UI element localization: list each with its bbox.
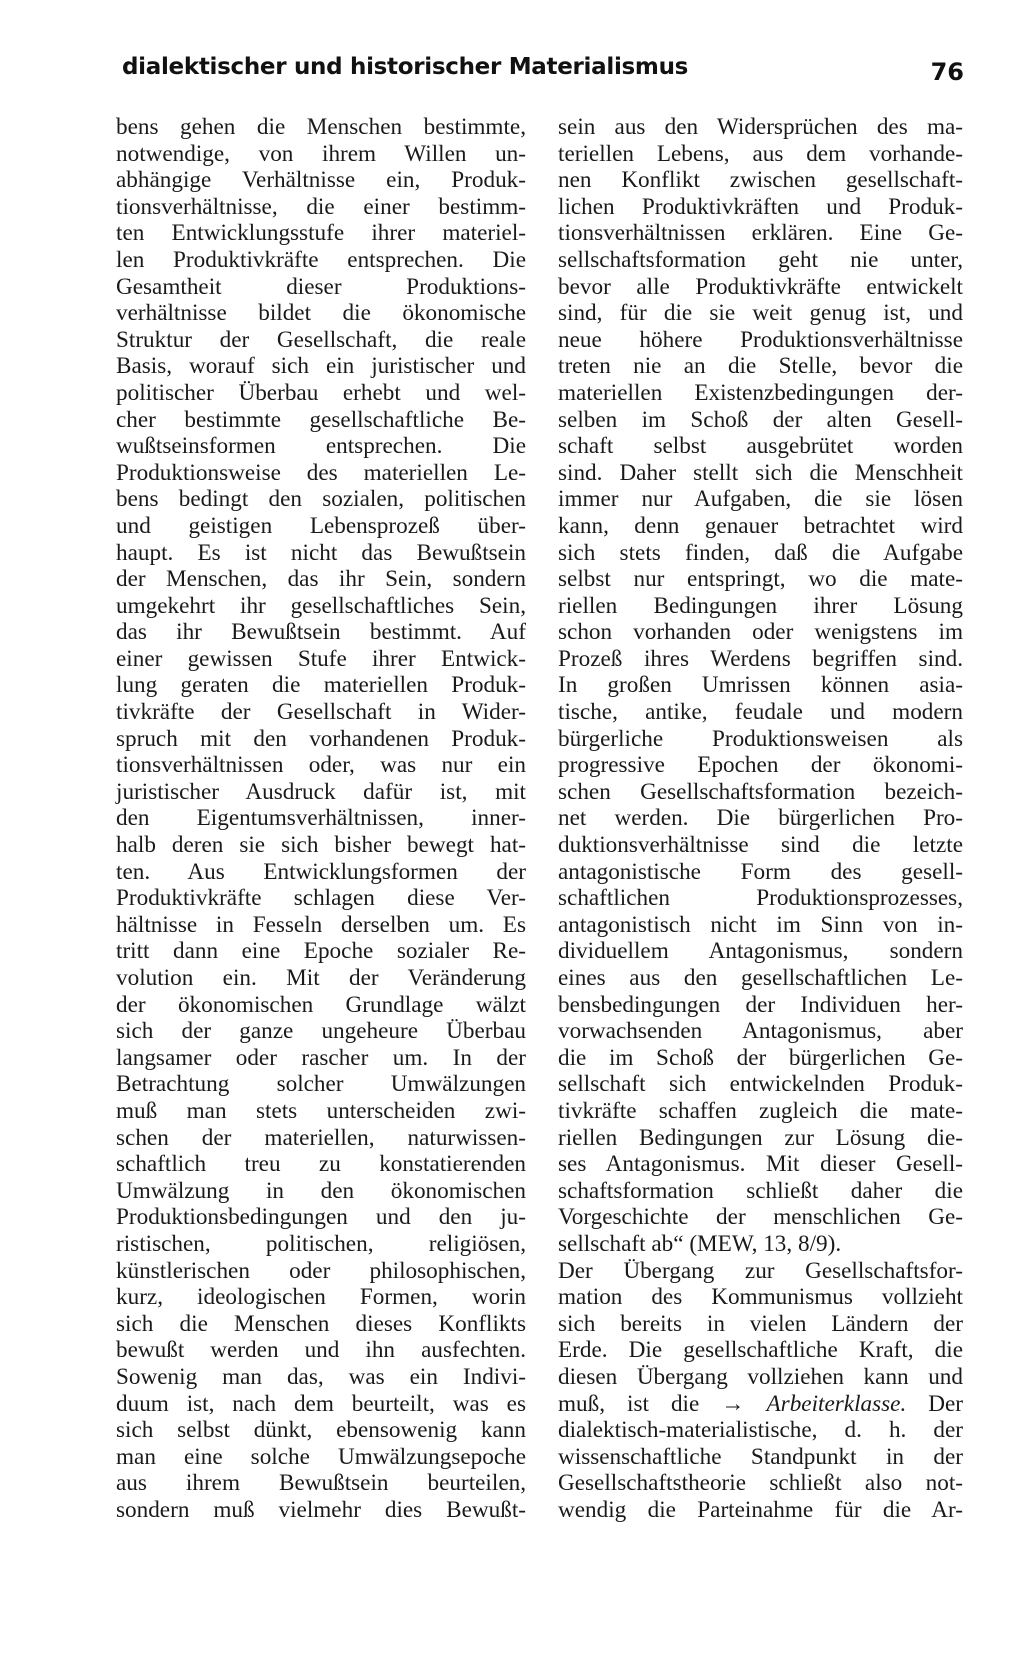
text-line: politischer Überbau erhebt und wel- <box>116 379 526 406</box>
text-line: sellschaftsformation geht nie unter, <box>558 246 963 273</box>
text-line: der ökonomischen Grundlage wälzt <box>116 991 526 1018</box>
text-line: tionsverhältnissen oder, was nur ein <box>116 752 526 779</box>
text-line: kann, denn genauer betrachtet wird <box>558 512 963 539</box>
text-line: eines aus den gesellschaftlichen Le- <box>558 965 963 991</box>
text-line: künstlerischen oder philosophischen, <box>116 1257 526 1284</box>
text-line: antagonistisch nicht im Sinn von in- <box>558 911 963 938</box>
text-line: tionsverhältnissen erklären. Eine Ge- <box>558 220 963 247</box>
text-line: riellen Bedingungen ihrer Lösung <box>558 592 963 619</box>
text-line: verhältnisse bildet die ökonomische <box>116 300 526 327</box>
text-line: sind, für die sie weit genug ist, und <box>558 300 963 327</box>
text-line: dividuellem Antagonismus, sondern <box>558 938 963 965</box>
text-line: Prozeß ihres Werdens begriffen sind. <box>558 645 963 672</box>
text-line: bens gehen die Menschen bestimmte, <box>116 114 526 140</box>
text-line: Der Übergang zur Gesellschaftsfor- <box>558 1257 963 1284</box>
arrow-icon: → <box>721 1390 745 1417</box>
text-line: net werden. Die bürgerlichen Pro- <box>558 805 963 832</box>
text-segment: Der <box>928 1390 964 1417</box>
text-line: und geistigen Lebensprozeß über- <box>116 512 526 539</box>
text-line: notwendige, von ihrem Willen un- <box>116 140 526 167</box>
right-column <box>558 114 963 1523</box>
text-line: Produktivkräfte schlagen diese Ver- <box>116 885 526 912</box>
text-line: ten Entwicklungsstufe ihrer materiel- <box>116 220 526 247</box>
text-line: tische, antike, feudale und modern <box>558 699 963 726</box>
text-line: der Menschen, das ihr Sein, sondern <box>116 566 526 593</box>
text-line: diesen Übergang vollziehen kann und <box>558 1363 963 1390</box>
text-line: bürgerliche Produktionsweisen als <box>558 725 963 752</box>
text-line: hältnisse in Fesseln derselben um. Es <box>116 911 526 938</box>
text-line: wissenschaftliche Standpunkt in der <box>558 1443 963 1470</box>
text-line: schon vorhanden oder wenigstens im <box>558 619 963 646</box>
text-line: kurz, ideologischen Formen, worin <box>116 1284 526 1311</box>
text-line: lung geraten die materiellen Produk- <box>116 672 526 699</box>
text-line: schaftlichen Produktionsprozesses, <box>558 885 963 912</box>
text-line: muß man stets unterscheiden zwi- <box>116 1097 526 1124</box>
text-line: Produktionsweise des materiellen Le- <box>116 459 526 486</box>
text-line: wendig die Parteinahme für die Ar- <box>558 1496 963 1523</box>
text-line: sondern muß vielmehr dies Bewußt- <box>116 1496 526 1523</box>
text-line: sich bereits in vielen Ländern der <box>558 1310 963 1337</box>
text-line: schaftsformation schließt daher die <box>558 1177 963 1204</box>
text-line: tionsverhältnisse, die einer bestimm- <box>116 193 526 220</box>
text-line: neue höhere Produktionsverhältnisse <box>558 326 963 353</box>
text-line: aus ihrem Bewußtsein beurteilen, <box>116 1470 526 1497</box>
running-head: dialektischer und historischer Materialismus <box>122 54 689 80</box>
text-line: sellschaft sich entwickelnden Produk- <box>558 1071 963 1098</box>
text-line: len Produktivkräfte entsprechen. Die <box>116 246 526 273</box>
text-line: tritt dann eine Epoche sozialer Re- <box>116 938 526 965</box>
text-line: ten. Aus Entwicklungsformen der <box>116 858 526 885</box>
text-line: die im Schoß der bürgerlichen Ge- <box>558 1044 963 1071</box>
text-line: schen Gesellschaftsformation bezeich- <box>558 778 963 805</box>
text-line: sich die Menschen dieses Konflikts <box>116 1310 526 1337</box>
text-line: cher bestimmte gesellschaftliche Be- <box>116 406 526 433</box>
text-line: tivkräfte schaffen zugleich die mate- <box>558 1097 963 1124</box>
text-line: tivkräfte der Gesellschaft in Wider- <box>116 699 526 726</box>
text-line: Vorgeschichte der menschlichen Ge- <box>558 1204 963 1231</box>
text-line: ses Antagonismus. Mit dieser Gesell- <box>558 1151 963 1178</box>
text-line: mation des Kommunismus vollzieht <box>558 1284 963 1311</box>
text-line: schaftlich treu zu konstatierenden <box>116 1151 526 1178</box>
text-line: sellschaft ab“ (MEW, 13, 8/9). <box>558 1230 842 1257</box>
text-line: antagonistische Form des gesell- <box>558 858 963 885</box>
text-line: dialektisch-materialistische, d. h. der <box>558 1417 963 1444</box>
text-line: lichen Produktivkräften und Produk- <box>558 193 963 220</box>
text-line: sich selbst dünkt, ebensowenig kann <box>116 1417 526 1444</box>
text-line: duktionsverhältnisse sind die letzte <box>558 832 963 859</box>
text-line: das ihr Bewußtsein bestimmt. Auf <box>116 619 526 646</box>
text-line: materiellen Existenzbedingungen der- <box>558 379 963 406</box>
text-line: sind. Daher stellt sich die Menschheit <box>558 459 963 486</box>
text-line: ristischen, politischen, religiösen, <box>116 1230 526 1257</box>
text-line: Gesamtheit dieser Produktions- <box>116 273 526 300</box>
text-line: riellen Bedingungen zur Lösung die- <box>558 1124 963 1151</box>
text-line: treten nie an die Stelle, bevor die <box>558 353 963 380</box>
text-line: langsamer oder rascher um. In der <box>116 1044 526 1071</box>
text-line: Gesellschaftstheorie schließt also not- <box>558 1470 963 1497</box>
text-line: progressive Epochen der ökonomi- <box>558 752 963 779</box>
text-line: selbst nur entspringt, wo die mate- <box>558 566 963 593</box>
text-line: vorwachsenden Antagonismus, aber <box>558 1018 963 1045</box>
text-line: Betrachtung solcher Umwälzungen <box>116 1071 526 1098</box>
text-line: selben im Schoß der alten Gesell- <box>558 406 963 433</box>
text-line: halb deren sie sich bisher bewegt hat- <box>116 832 526 859</box>
text-line: In großen Umrissen können asia- <box>558 672 963 699</box>
text-line: umgekehrt ihr gesellschaftliches Sein, <box>116 592 526 619</box>
text-line: duum ist, nach dem beurteilt, was es <box>116 1390 526 1417</box>
text-line: Basis, worauf sich ein juristischer und <box>116 353 526 380</box>
text-line: Sowenig man das, was ein Indivi- <box>116 1363 526 1390</box>
page-number: 76 <box>930 58 964 86</box>
text-line: Erde. Die gesellschaftliche Kraft, die <box>558 1337 963 1364</box>
text-line: haupt. Es ist nicht das Bewußtsein <box>116 539 526 566</box>
text-line: Umwälzung in den ökonomischen <box>116 1177 526 1204</box>
text-line: bensbedingungen der Individuen her- <box>558 991 963 1018</box>
text-line <box>558 1391 963 1418</box>
text-line: schen der materiellen, naturwissen- <box>116 1124 526 1151</box>
text-line: bevor alle Produktivkräfte entwickelt <box>558 273 963 300</box>
text-line: volution ein. Mit der Veränderung <box>116 965 526 991</box>
text-line: Produktionsbedingungen und den ju- <box>116 1204 526 1231</box>
left-column <box>116 114 526 1523</box>
page-header <box>122 54 964 94</box>
text-line: einer gewissen Stufe ihrer Entwick- <box>116 645 526 672</box>
text-segment: muß, ist die <box>558 1390 700 1417</box>
text-line: sich der ganze ungeheure Überbau <box>116 1018 526 1045</box>
text-line: juristischer Ausdruck dafür ist, mit <box>116 778 526 805</box>
text-line: wußtseinsformen entsprechen. Die <box>116 433 526 460</box>
cross-reference-link[interactable]: Arbeiterklasse. <box>766 1390 907 1417</box>
text-line: sich stets finden, daß die Aufgabe <box>558 539 963 566</box>
text-line: bens bedingt den sozialen, politischen <box>116 486 526 513</box>
text-line: sein aus den Widersprüchen des ma- <box>558 114 963 140</box>
text-line: man eine solche Umwälzungsepoche <box>116 1443 526 1470</box>
text-line: immer nur Aufgaben, die sie lösen <box>558 486 963 513</box>
text-line: abhängige Verhältnisse ein, Produk- <box>116 167 526 194</box>
text-line: teriellen Lebens, aus dem vorhande- <box>558 140 963 167</box>
text-line: den Eigentumsverhältnissen, inner- <box>116 805 526 832</box>
text-line: bewußt werden und ihn ausfechten. <box>116 1337 526 1364</box>
text-line: spruch mit den vorhandenen Produk- <box>116 725 526 752</box>
text-line: Struktur der Gesellschaft, die reale <box>116 326 526 353</box>
text-line: schaft selbst ausgebrütet worden <box>558 433 963 460</box>
text-line: nen Konflikt zwischen gesellschaft- <box>558 167 963 194</box>
